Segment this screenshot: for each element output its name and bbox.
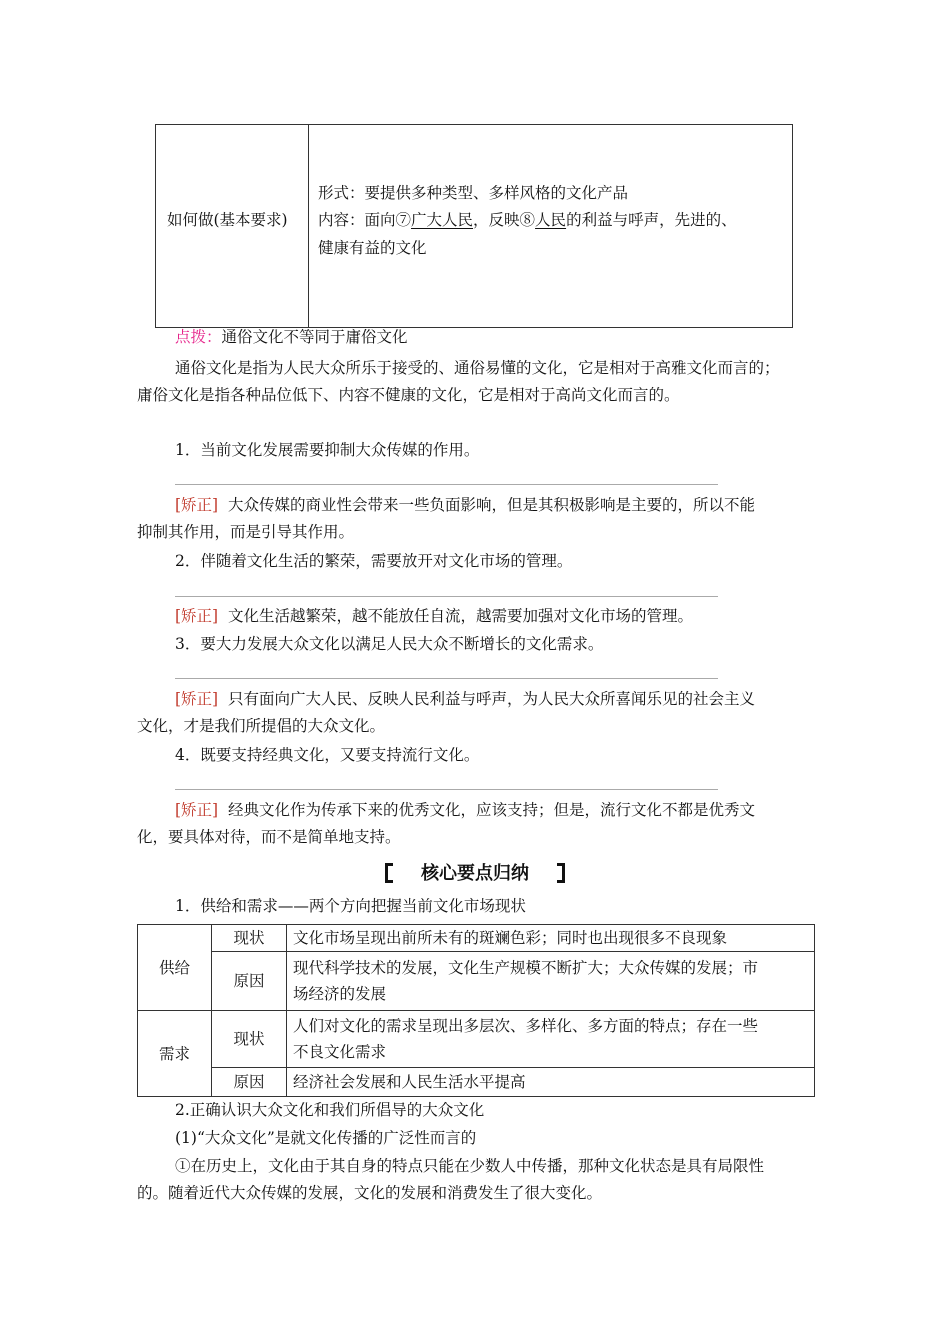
supply-status: 文化市场呈现出前所未有的斑斓色彩；同时也出现很多不良现象 xyxy=(287,925,815,952)
content-line-2: 健康有益的文化 xyxy=(318,239,427,257)
correction-tag: [矫正] xyxy=(175,690,219,708)
point-2-paragraph-line-2: 的。随着近代大众传媒的发展，文化的发展和消费发生了很大变化。 xyxy=(137,1184,603,1202)
blank-8-answer: 人民 xyxy=(535,211,567,229)
statement-3: 3．要大力发展大众文化以满足人民大众不断增长的文化需求。 xyxy=(175,635,604,653)
tip-paragraph-line-2: 庸俗文化是指各种品位低下、内容不健康的文化，它是相对于高尚文化而言的。 xyxy=(137,386,680,404)
tip-title: 通俗文化不等同于庸俗文化 xyxy=(221,328,408,346)
demand-label: 需求 xyxy=(138,1011,212,1097)
correction-4-line-2: 化，要具体对待，而不是简单地支持。 xyxy=(137,828,401,846)
tip-paragraph-line-1: 通俗文化是指为人民大众所乐于接受的、通俗易懂的文化，它是相对于高雅文化而言的； xyxy=(175,359,780,377)
bracket-right-icon xyxy=(557,863,565,883)
statement-2: 2．伴随着文化生活的繁荣，需要放开对文化市场的管理。 xyxy=(175,552,573,570)
row-label: 如何做(基本要求) xyxy=(167,211,288,229)
answer-line-1 xyxy=(175,484,718,485)
blank-7-answer: 广大人民 xyxy=(411,211,474,229)
answer-line-3 xyxy=(175,678,718,679)
status-label: 现状 xyxy=(212,1011,287,1068)
supply-demand-table xyxy=(137,924,815,1097)
correction-3-line-1: [矫正] 只有面向广大人民、反映人民利益与呼声，为人民大众所喜闻乐见的社会主义 xyxy=(175,690,755,708)
correction-1-line-1: [矫正] 大众传媒的商业性会带来一些负面影响，但是其积极影响是主要的，所以不能 xyxy=(175,496,755,514)
statement-4: 4．既要支持经典文化，又要支持流行文化。 xyxy=(175,746,480,764)
form-line: 形式：要提供多种类型、多样风格的文化产品 xyxy=(318,184,629,202)
status-label: 现状 xyxy=(212,925,287,952)
demand-status: 人们对文化的需求呈现出多层次、多样化、多方面的特点；存在一些 不良文化需求 xyxy=(287,1011,815,1068)
point-1-title: 1．供给和需求——两个方向把握当前文化市场现状 xyxy=(175,897,526,915)
point-2-paragraph-line-1: ①在历史上，文化由于其自身的特点只能在少数人中传播，那种文化状态是具有局限性 xyxy=(175,1157,765,1175)
table-divider xyxy=(308,125,309,327)
correction-tag: [矫正] xyxy=(175,496,219,514)
demand-reason: 经济社会发展和人民生活水平提高 xyxy=(287,1068,815,1097)
reason-label: 原因 xyxy=(212,1068,287,1097)
correction-tag: [矫正] xyxy=(175,801,219,819)
supply-reason: 现代科学技术的发展，文化生产规模不断扩大；大众传媒的发展；市 场经济的发展 xyxy=(287,952,815,1011)
supply-label: 供给 xyxy=(138,925,212,1011)
correction-3-line-2: 文化，才是我们所提倡的大众文化。 xyxy=(137,717,386,735)
bracket-left-icon xyxy=(385,863,393,883)
tip-label: 点拨： xyxy=(175,328,222,346)
table-row xyxy=(138,925,815,952)
table-row xyxy=(138,952,815,1011)
answer-line-4 xyxy=(175,789,718,790)
requirements-table xyxy=(155,124,793,328)
section-header: 核心要点归纳 xyxy=(385,861,565,887)
correction-4-line-1: [矫正] 经典文化作为传承下来的优秀文化，应该支持；但是，流行文化不都是优秀文 xyxy=(175,801,755,819)
correction-1-line-2: 抑制其作用，而是引导其作用。 xyxy=(137,523,355,541)
content-line: 内容：面向⑦广大人民，反映⑧人民的利益与呼声，先进的、 xyxy=(318,211,737,229)
answer-line-2 xyxy=(175,596,718,597)
statement-1: 1．当前文化发展需要抑制大众传媒的作用。 xyxy=(175,441,480,459)
table-row xyxy=(138,1068,815,1097)
tip-title-line xyxy=(175,327,408,347)
point-2-subtitle: (1)“大众文化”是就文化传播的广泛性而言的 xyxy=(175,1129,477,1147)
reason-label: 原因 xyxy=(212,952,287,1011)
point-2-title: 2.正确认识大众文化和我们所倡导的大众文化 xyxy=(175,1101,485,1119)
correction-tag: [矫正] xyxy=(175,607,219,625)
correction-2-line-1: [矫正] 文化生活越繁荣，越不能放任自流，越需要加强对文化市场的管理。 xyxy=(175,607,693,625)
table-row xyxy=(138,1011,815,1068)
